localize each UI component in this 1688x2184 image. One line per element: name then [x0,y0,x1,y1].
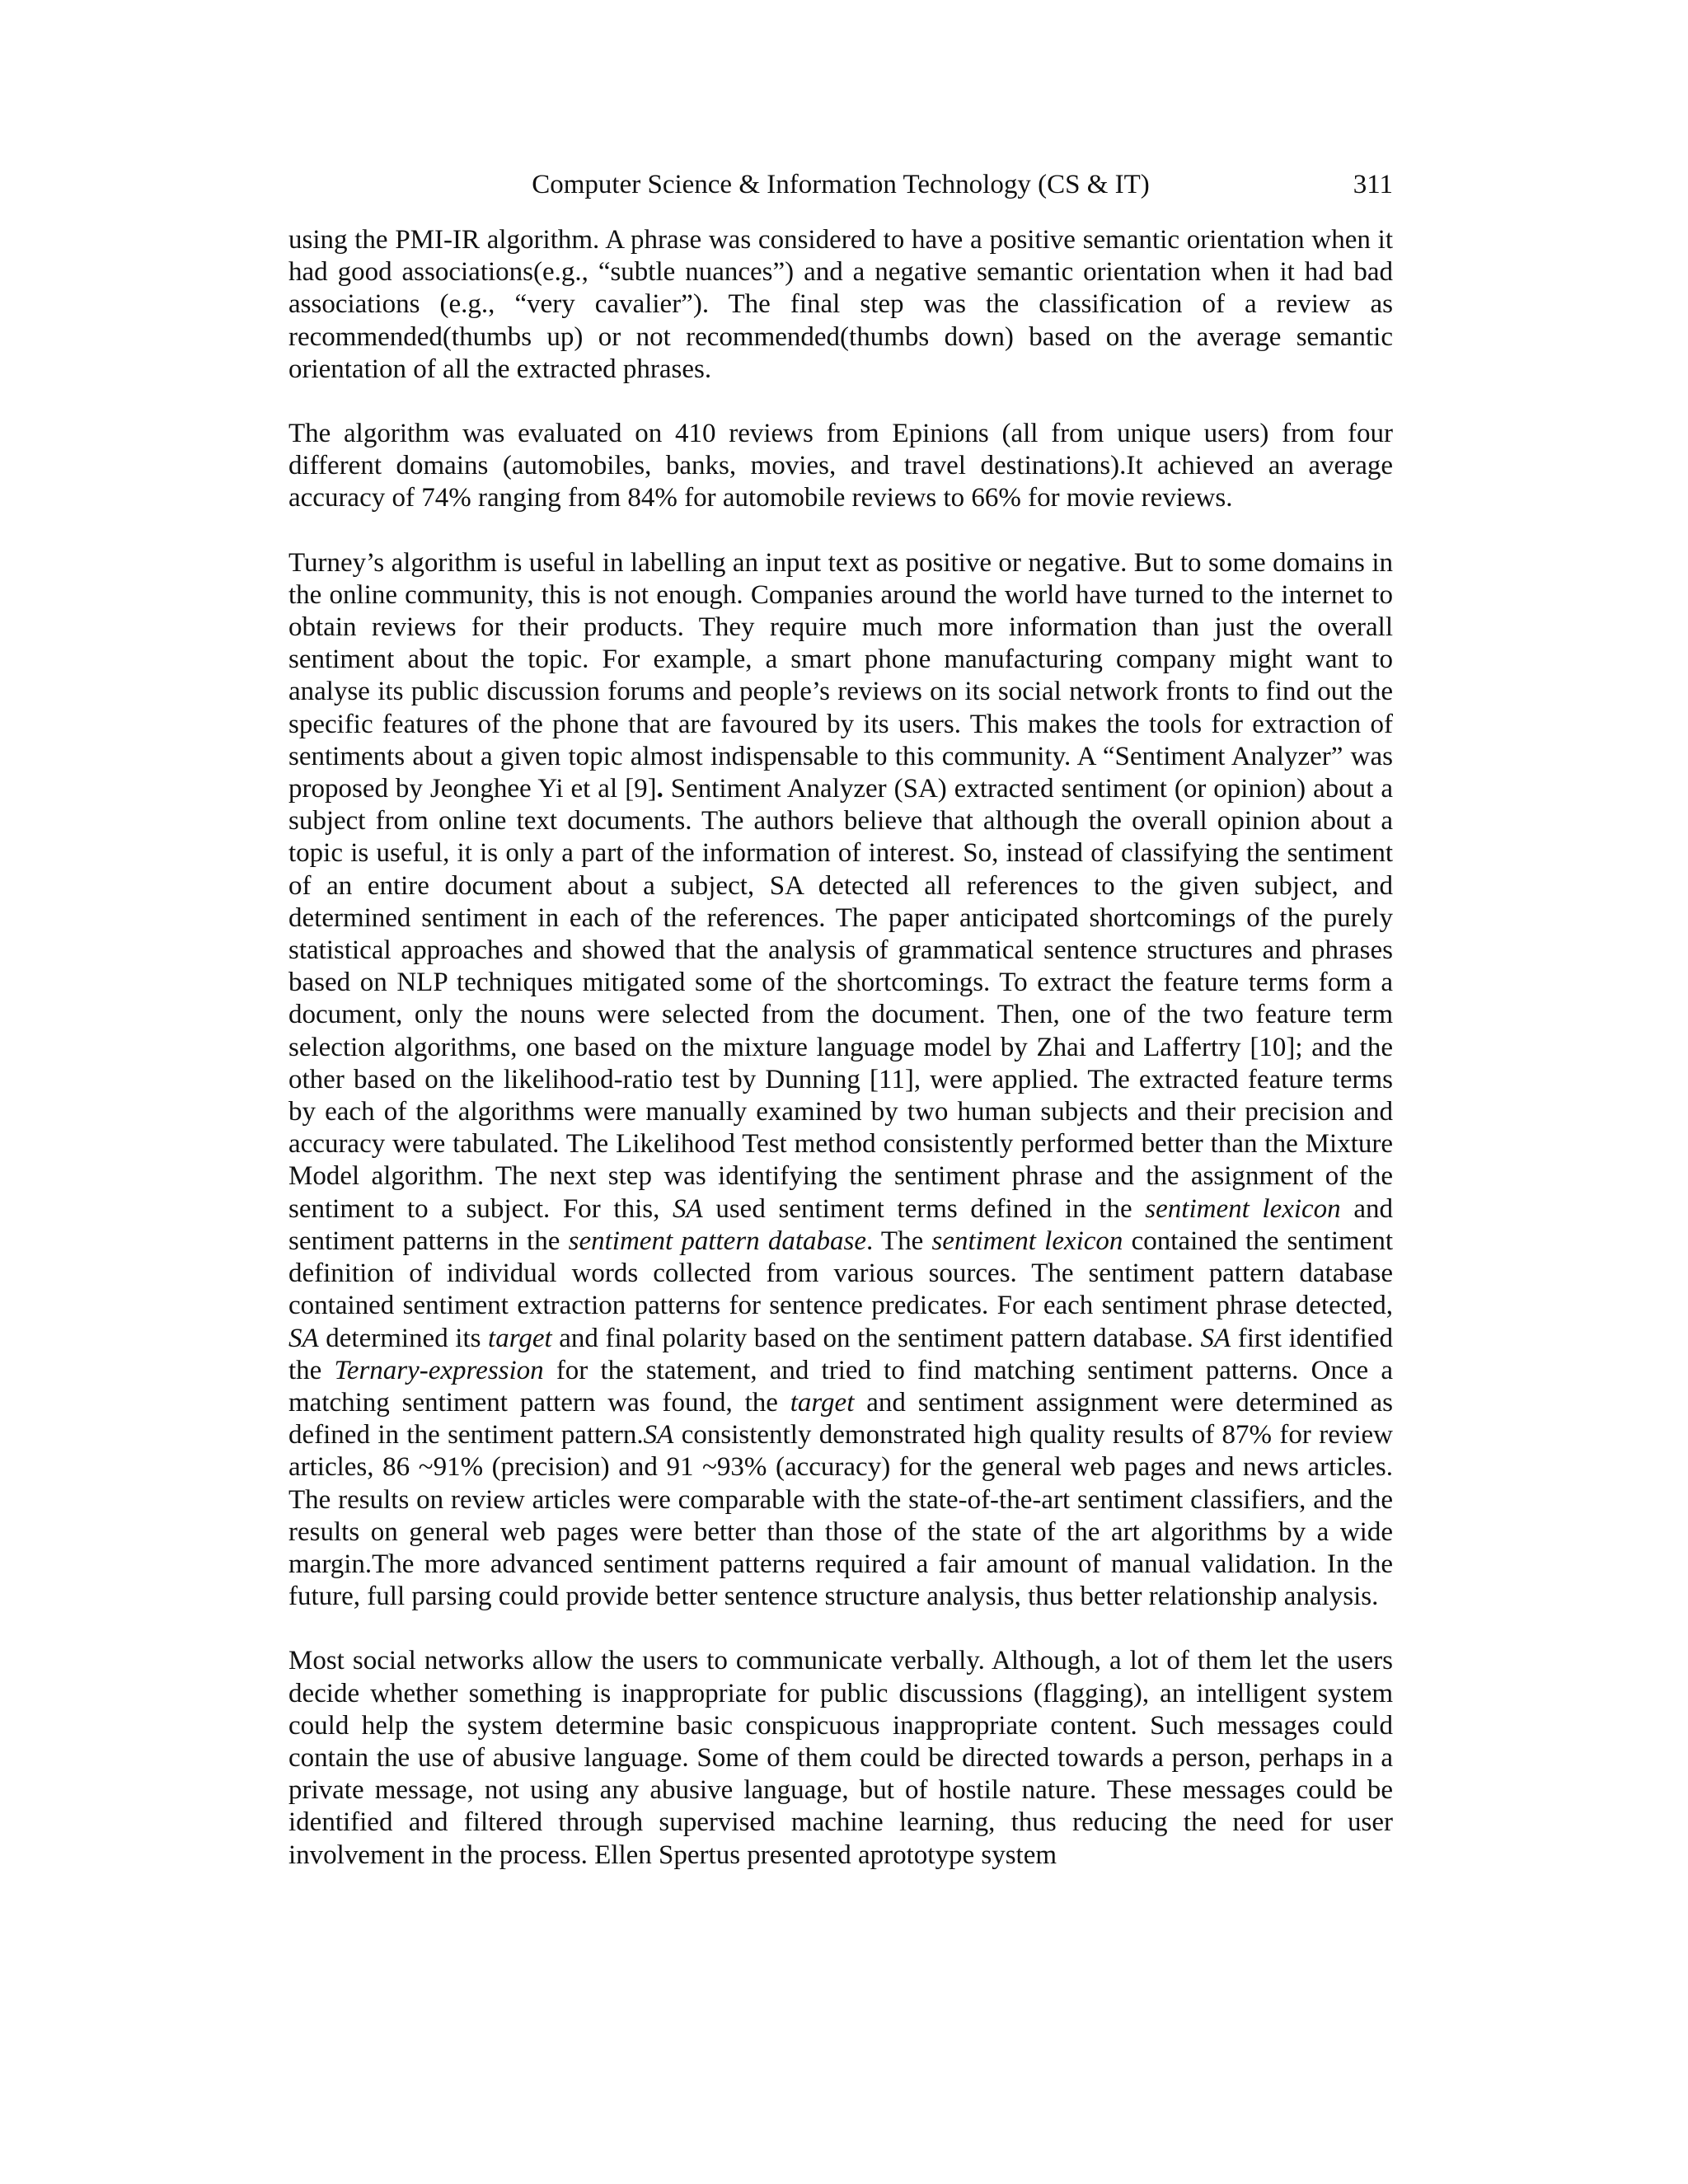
text-run: first identified the [288,1323,1393,1385]
running-header [288,169,1393,202]
italic-term: target [488,1323,552,1353]
italic-term: SA [643,1420,674,1451]
text-run: using the PMI-IR algorithm. A phrase was considered to have a positive semantic orientation when it had good associations(e.g., “subtle nuances”) and a negative semantic orientation when it had bad associations (e.g., “very cavalier”). The final step was the classification of a review as recommended(thumbs up) or not recommended(thumbs down) based on the average semantic orientation of all the extracted phrases. [288,225,1393,384]
paragraph-3 [288,547,1393,1614]
text-run: consistently demonstrated high quality results of 87% for review articles, 86 ~91% (precision) and 91 ~93% (accuracy) for the general web pages and news articles. The results on review articles were comparable with the state-of-the-art sentiment classifiers, and the results on general web pages were better than those of the state of the art algorithms by a wide margin.The more advanced sentiment patterns required a fair amount of manual validation. In the future, full parsing could provide better sentence structure analysis, thus better relationship analysis. [288,1420,1393,1612]
text-run: contained the sentiment definition of individual words collected from various sources. The sentiment pattern database contained sentiment extraction patterns for sentence predicates. For each sentiment phrase detected, [288,1226,1393,1321]
text-run: Sentiment Analyzer (SA) extracted sentiment (or opinion) about a subject from online text documents. The authors believe that although the overall opinion about a topic is useful, it is only a part of the information of interest. So, instead of classifying the sentiment of an entire document about a subject, SA detected all references to the given subject, and determined sentiment in each of the references. The paper anticipated shortcomings of the purely statistical approaches and showed that the analysis of grammatical sentence structures and phrases based on NLP techniques mitigated some of the shortcomings. To extract the feature terms form a document, only the nouns were selected from the document. Then, one of the two feature term selection algorithms, one based on the mixture language model by Zhai and Laffertry [10]; and the other based on the likelihood-ratio test by Dunning [11], were applied. The extracted feature terms by each of the algorithms were manually examined by two human subjects and their precision and accuracy were tabulated. The Likelihood Test method consistently performed better than the Mixture Model algorithm. The next step was identifying the sentiment phrase and the assignment of the sentiment to a subject. For this, [288,774,1393,1224]
text-run: and sentiment assignment were determined as defined in the sentiment pattern. [288,1387,1394,1451]
italic-term: sentiment lexicon [931,1226,1123,1256]
bold-period: . [656,774,663,804]
italic-term: sentiment pattern database [568,1226,867,1256]
text-run: and final polarity based on the sentiment pattern database. [551,1323,1201,1353]
paragraph-1 [288,224,1393,386]
paragraph-4 [288,1645,1393,1871]
journal-title: Computer Science & Information Technology (CS & IT) [532,170,1150,199]
italic-term: Ternary-expression [334,1355,544,1385]
text-run: Turney’s algorithm is useful in labelling an input text as positive or negative. But to some domains in the online community, this is not enough. Companies around the world have turned to the internet to obtain reviews for their products. They require much more information than just the overall sentiment about the topic. For example, a smart phone manufacturing company might want to analyse its public discussion forums and people’s reviews on its social network fronts to find out the specific features of the phone that are favoured by its users. This makes the tools for extraction of sentiments about a given topic almost indispensable to this community. A “Sentiment Analyzer” was proposed by Jeonghee Yi et al [9] [288,547,1393,804]
text-run: . The [866,1226,932,1256]
italic-term: target [790,1387,855,1418]
text-run: determined its [318,1323,489,1353]
italic-term: SA [1200,1323,1231,1353]
page-number: 311 [1353,170,1393,199]
italic-term: sentiment lexicon [1145,1193,1341,1224]
text-run: and sentiment patterns in the [288,1193,1393,1256]
text-run: for the statement, and tried to find matching sentiment patterns. Once a matching sentiment pattern was found, the [288,1355,1393,1418]
italic-term: SA [673,1193,703,1224]
text-run: Most social networks allow the users to communicate verbally. Although, a lot of them let the users decide whether something is inappropriate for public discussions (flagging), an intelligent system could help the system determine basic conspicuous inappropriate content. Such messages could contain the use of abusive language. Some of them could be directed towards a person, perhaps in a private message, not using any abusive language, but of hostile nature. These messages could be identified and filtered through supervised machine learning, thus reducing the need for user involvement in the process. Ellen Spertus presented aprototype system [288,1646,1393,1870]
text-run: The algorithm was evaluated on 410 reviews from Epinions (all from unique users) from four different domains (automobiles, banks, movies, and travel destinations).It achieved an average accuracy of 74% ranging from 84% for automobile reviews to 66% for movie reviews. [288,419,1393,513]
text-run: used sentiment terms defined in the [702,1193,1146,1224]
italic-term: SA [288,1323,319,1353]
paper-page [288,169,1393,1904]
paragraph-2 [288,418,1393,515]
